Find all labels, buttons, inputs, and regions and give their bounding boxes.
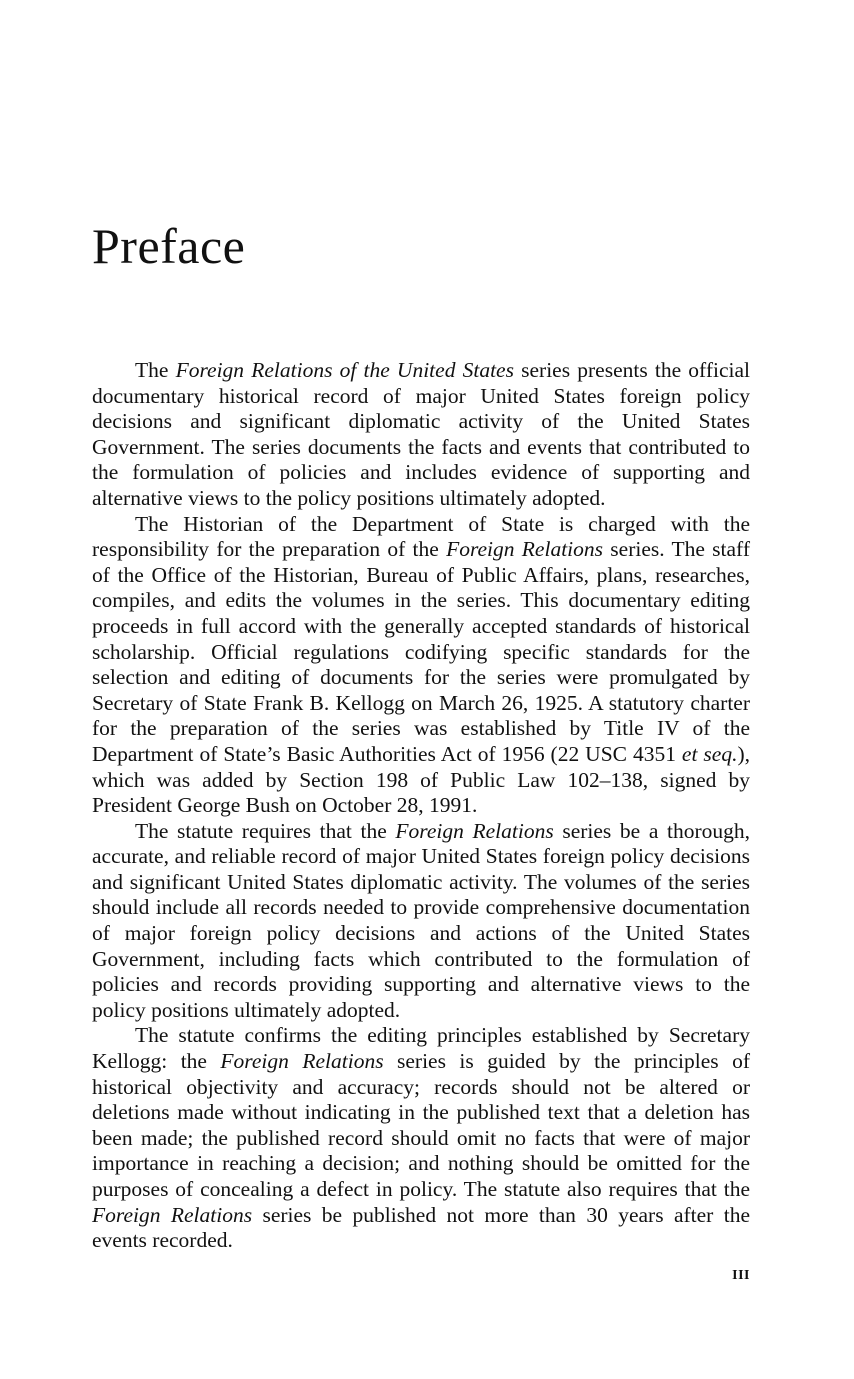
text-run: series. The staff of the Office of the Historian, Bureau of Public Affairs, plans, researches, compiles, and edits the volumes in the series. This documentary editing proceeds in full accord with the generally accepted standards of historical scholarship. Official regulations codifying specific standards for the selection and editing of documents for the series were promulgated by Secretary of State Frank B. Kellogg on March 26, 1925. A statutory charter for the preparation of the series was established by Title IV of the Department of State’s Basic Authorities Act of 1956 (22 USC 4351 xyxy=(92,537,750,766)
italic-text-run: et seq. xyxy=(681,741,738,766)
text-run: The Historian of the Department of State is charged with the responsibility for the preparation of the xyxy=(92,511,750,562)
text-run: series is guided by the principles of historical objectivity and accuracy; records should not be altered or deletions made without indicating in the published text that a deletion has been made; the published record should omit no facts that were of major importance in reaching a decision; and nothing should be omitted for the purposes of concealing a defect in policy. The statute also requires that the xyxy=(92,1049,750,1201)
text-run: series presents the official documentary historical record of major United States foreign policy decisions and significant diplomatic activity of the United States Government. The series documents the facts and events that contributed to the formulation of policies and includes evidence of supporting and alternative views to the policy positions ultimately adopted. xyxy=(92,358,750,510)
paragraph xyxy=(92,1023,750,1253)
text-run: ), which was added by Section 198 of Public Law 102–138, signed by President George Bush on October 28, 1991. xyxy=(92,741,750,818)
italic-text-run: Foreign Relations xyxy=(446,537,604,562)
text-run: series be a thorough, accurate, and reliable record of major United States foreign policy decisions and significant United States diplomatic activity. The volumes of the series should include all records needed to provide comprehensive documentation of major foreign policy decisions and actions of the United States Government, including facts which contributed to the formulation of policies and records providing supporting and alternative views to the policy positions ultimately adopted. xyxy=(92,818,750,1022)
italic-text-run: Foreign Relations of the United States xyxy=(175,358,514,382)
preface-body xyxy=(92,358,750,1254)
text-run: series be published not more than 30 years after the events recorded. xyxy=(92,1202,750,1253)
text-run: The statute requires that the xyxy=(135,818,396,843)
text-run: The statute confirms the editing principles established by Secretary Kellogg: the xyxy=(92,1023,750,1074)
paragraph xyxy=(92,358,750,512)
italic-text-run: Foreign Relations xyxy=(395,818,554,843)
italic-text-run: Foreign Relations xyxy=(92,1202,253,1227)
paragraph xyxy=(92,512,750,819)
page-title: Preface xyxy=(92,218,246,274)
paragraph xyxy=(92,819,750,1024)
text-run: The xyxy=(135,358,176,382)
page-number: III xyxy=(732,1268,750,1283)
italic-text-run: Foreign Relations xyxy=(220,1049,384,1074)
